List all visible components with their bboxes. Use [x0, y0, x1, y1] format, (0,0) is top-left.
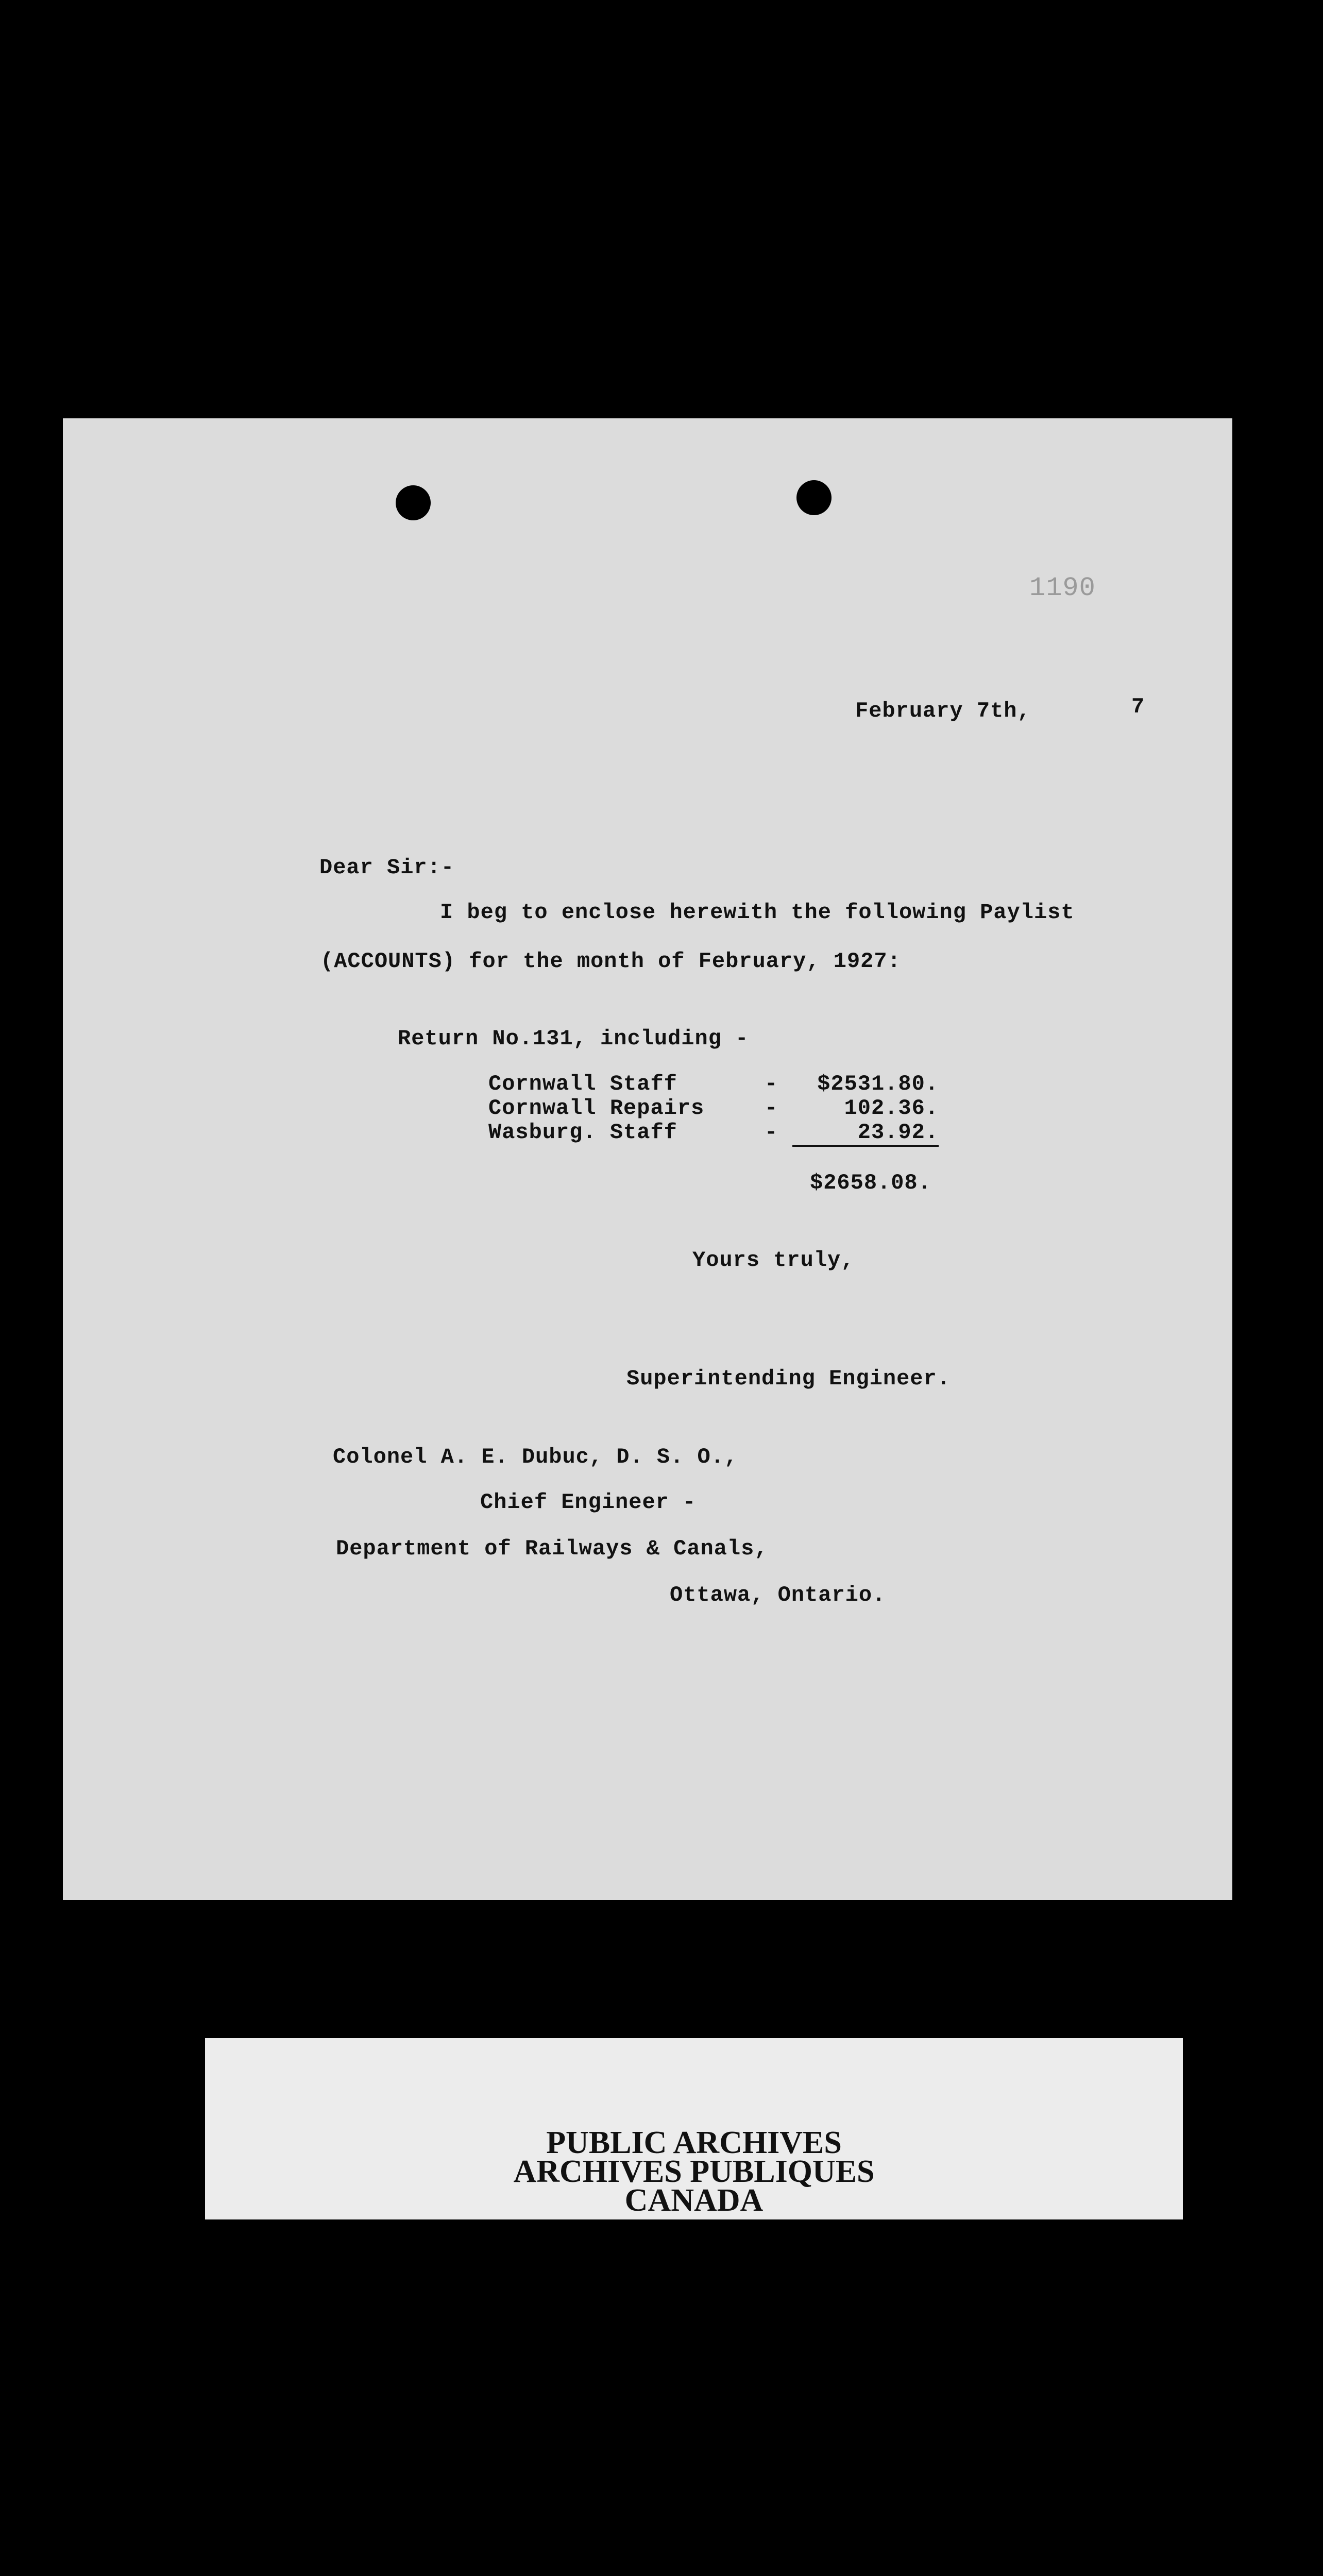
recipient-department: Department of Railways & Canals, — [336, 1536, 768, 1561]
salutation: Dear Sir:- — [319, 855, 455, 880]
file-number: 1190 — [1029, 573, 1096, 603]
total-amount: $2658.08. — [810, 1171, 931, 1195]
item-dash: - — [765, 1096, 778, 1121]
institution-country: CANADA — [624, 2183, 764, 2218]
recipient-city: Ottawa, Ontario. — [670, 1583, 886, 1607]
body-line-2: (ACCOUNTS) for the month of February, 1927: — [320, 949, 901, 974]
item-amount: 102.36. — [844, 1096, 939, 1121]
recipient-title: Chief Engineer - — [480, 1490, 697, 1515]
item-dash: - — [765, 1120, 778, 1145]
closing: Yours truly, — [692, 1248, 855, 1273]
date-mark: 7 — [1131, 694, 1145, 719]
return-line: Return No.131, including - — [398, 1026, 749, 1051]
institution-english: PUBLIC ARCHIVES — [546, 2125, 842, 2160]
institution-french: ARCHIVES PUBLIQUES — [513, 2154, 875, 2189]
letter-page — [63, 418, 1232, 1900]
item-amount: $2531.80. — [817, 1072, 939, 1096]
item-amount-underlined: 23.92. — [792, 1120, 939, 1147]
item-label: Cornwall Staff — [488, 1072, 677, 1096]
recipient-name: Colonel A. E. Dubuc, D. S. O., — [333, 1445, 738, 1469]
punch-hole-left — [396, 485, 431, 520]
item-label: Cornwall Repairs — [488, 1096, 705, 1121]
archive-label — [205, 2038, 1183, 2219]
punch-hole-right — [796, 480, 832, 515]
item-label: Wasburg. Staff — [488, 1120, 677, 1145]
signatory-title: Superintending Engineer. — [626, 1366, 951, 1391]
item-dash: - — [765, 1072, 778, 1096]
body-line-1: I beg to enclose herewith the following Paylist — [440, 900, 1075, 925]
letter-date: February 7th, — [855, 699, 1031, 723]
